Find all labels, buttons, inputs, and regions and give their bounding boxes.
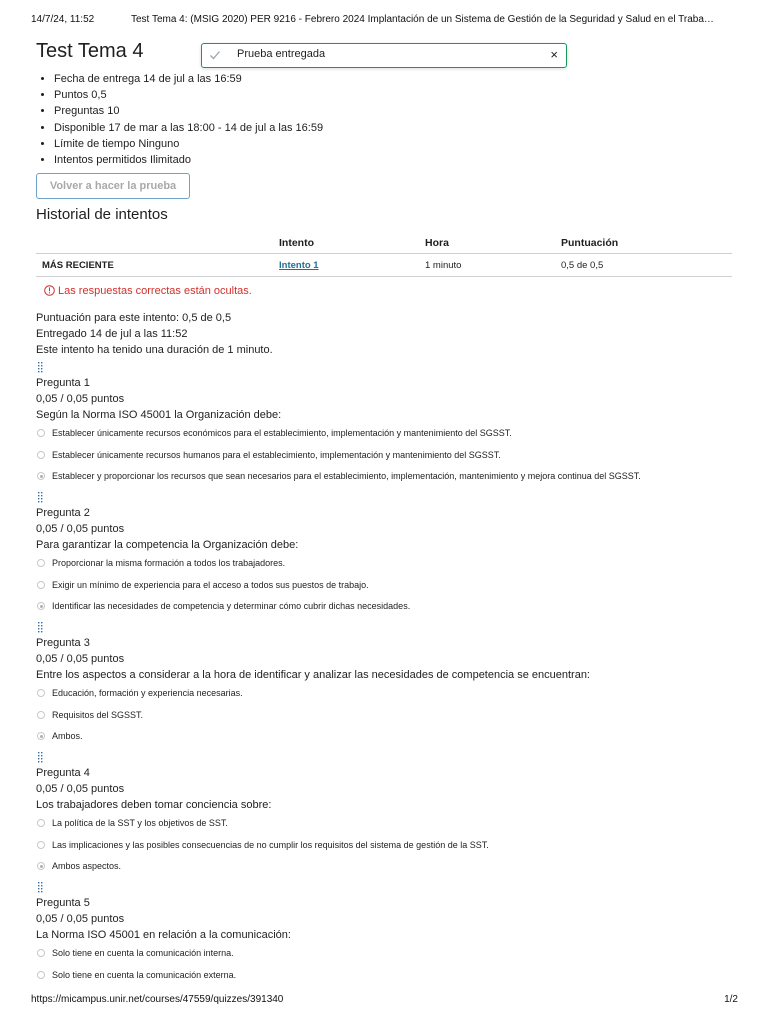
row-time: 1 minuto (419, 254, 555, 277)
answer-option (36, 835, 732, 857)
answer-text: Solo tiene en cuenta la comunicación interna. (52, 948, 234, 958)
notice-text: Las respuestas correctas están ocultas. (58, 285, 252, 297)
close-icon[interactable]: × (550, 47, 558, 62)
row-score: 0,5 de 0,5 (555, 254, 732, 277)
summary-duration: Este intento ha tenido una duración de 1 minuto. (36, 344, 273, 357)
detail-availability: • Disponible 17 de mar a las 18:00 - 14 de jul a las 16:59 (54, 120, 323, 136)
attempt-link[interactable]: Intento 1 (279, 259, 319, 271)
question-title: Pregunta 4 (36, 767, 90, 779)
answer-text: Identificar las necesidades de competencia y determinar cómo cubrir dichas necesidades. (52, 601, 411, 611)
detail-points: • Puntos 0,5 (54, 87, 323, 103)
print-doc-title: Test Tema 4: (MSIG 2020) PER 9216 - Febrero 2024 Implantación de un Sistema de Gestión de la Seguridad y Salud en el Traba… (131, 14, 714, 25)
summary-submitted: Entregado 14 de jul a las 11:52 (36, 328, 188, 341)
drag-handle-icon (36, 491, 44, 503)
print-url: https://micampus.unir.net/courses/47559/quizzes/391340 (31, 994, 284, 1005)
answer-option (36, 466, 732, 488)
answer-text: Proporcionar la misma formación a todos los trabajadores. (52, 558, 286, 568)
detail-attempts-allowed: • Intentos permitidos Ilimitado (54, 152, 323, 168)
hidden-answers-notice (44, 285, 252, 297)
answer-option (36, 856, 732, 878)
question-points: 0,05 / 0,05 puntos (36, 913, 125, 925)
radio-button-selected (37, 472, 45, 480)
page-title: Test Tema 4 (36, 40, 144, 62)
answer-text: Solo tiene en cuenta la comunicación externa. (52, 969, 237, 980)
question-title: Pregunta 2 (36, 507, 90, 519)
answer-option (36, 553, 732, 575)
radio-button (37, 711, 45, 719)
question-title: Pregunta 5 (36, 897, 90, 909)
print-header (31, 14, 740, 25)
answer-text: Requisitos del SGSST. (52, 709, 144, 720)
answer-option (36, 683, 732, 705)
table-header-row (36, 233, 732, 254)
print-timestamp: 14/7/24, 11:52 (31, 14, 95, 25)
header-score: Puntuación (555, 233, 732, 254)
answer-text: Educación, formación y experiencia necesarias. (52, 688, 243, 698)
question-1 (36, 361, 732, 488)
answer-option (36, 943, 732, 965)
answer-text: Establecer únicamente recursos humanos para el establecimiento, implementación y mantenimiento del SGSST. (52, 449, 501, 460)
radio-button (37, 949, 45, 957)
answer-text: Las implicaciones y las posibles consecuencias de no cumplir los requisitos del sistema de gestión de la SST. (52, 839, 489, 850)
question-points: 0,05 / 0,05 puntos (36, 653, 125, 665)
question-5 (36, 881, 732, 986)
quiz-details (36, 71, 323, 168)
detail-due-date: • Fecha de entrega 14 de jul a las 16:59 (54, 71, 323, 87)
question-text: Los trabajadores deben tomar conciencia sobre: (36, 799, 272, 811)
answer-option (36, 596, 732, 618)
answer-text: Exigir un mínimo de experiencia para el acceso a todos sus puestos de trabajo. (52, 579, 369, 590)
question-points: 0,05 / 0,05 puntos (36, 783, 125, 795)
question-points: 0,05 / 0,05 puntos (36, 393, 125, 405)
question-title: Pregunta 3 (36, 637, 90, 649)
answer-text: Establecer únicamente recursos económicos para el establecimiento, implementación y mantenimiento del SGSST. (52, 428, 512, 438)
retake-quiz-button[interactable]: Volver a hacer la prueba (36, 173, 190, 199)
header-attempt: Intento (273, 233, 419, 254)
answer-option (36, 705, 732, 727)
header-time: Hora (419, 233, 555, 254)
radio-button (37, 689, 45, 697)
answer-option (36, 575, 732, 597)
radio-button (37, 559, 45, 567)
check-icon (209, 48, 221, 60)
answer-text: Establecer y proporcionar los recursos que sean necesarios para el establecimiento, implementación, mantenimiento y mejora continua del SGSST. (52, 471, 641, 481)
print-footer (31, 994, 738, 1005)
attempt-history-table (36, 233, 732, 277)
answer-option (36, 726, 732, 748)
question-title: Pregunta 1 (36, 377, 90, 389)
question-text: Entre los aspectos a considerar a la hora de identificar y analizar las necesidades de competencia se encuentran: (36, 669, 590, 681)
header-label (36, 233, 273, 254)
question-4 (36, 751, 732, 878)
radio-button-selected (37, 602, 45, 610)
question-2 (36, 491, 732, 618)
question-text: Para garantizar la competencia la Organización debe: (36, 539, 299, 551)
drag-handle-icon (36, 881, 44, 893)
radio-button (37, 819, 45, 827)
radio-button-selected (37, 732, 45, 740)
attempt-history-title: Historial de intentos (36, 206, 168, 223)
attempt-summary (36, 310, 273, 359)
drag-handle-icon (36, 621, 44, 633)
row-label: MÁS RECIENTE (36, 254, 273, 277)
answer-option (36, 445, 732, 467)
radio-button (37, 841, 45, 849)
answer-text: Ambos aspectos. (52, 861, 122, 871)
radio-button (37, 971, 45, 979)
radio-button-selected (37, 862, 45, 870)
answer-text: Ambos. (52, 731, 83, 741)
detail-questions: • Preguntas 10 (54, 103, 323, 119)
toast-message: Prueba entregada (237, 48, 326, 60)
answer-text: La política de la SST y los objetivos de SST. (52, 818, 228, 828)
warning-icon (44, 285, 55, 296)
question-3 (36, 621, 732, 748)
question-text: La Norma ISO 45001 en relación a la comunicación: (36, 929, 291, 941)
answer-option (36, 423, 732, 445)
drag-handle-icon (36, 361, 44, 373)
summary-score: Puntuación para este intento: 0,5 de 0,5 (36, 312, 232, 324)
table-row (36, 254, 732, 277)
submission-toast (201, 43, 567, 68)
detail-time-limit: • Límite de tiempo Ninguno (54, 136, 323, 152)
radio-button (37, 429, 45, 437)
answer-option (36, 813, 732, 835)
radio-button (37, 451, 45, 459)
drag-handle-icon (36, 751, 44, 763)
question-points: 0,05 / 0,05 puntos (36, 523, 125, 535)
answer-option (36, 965, 732, 987)
print-page-number: 1/2 (724, 994, 738, 1005)
radio-button (37, 581, 45, 589)
question-text: Según la Norma ISO 45001 la Organización debe: (36, 409, 282, 421)
